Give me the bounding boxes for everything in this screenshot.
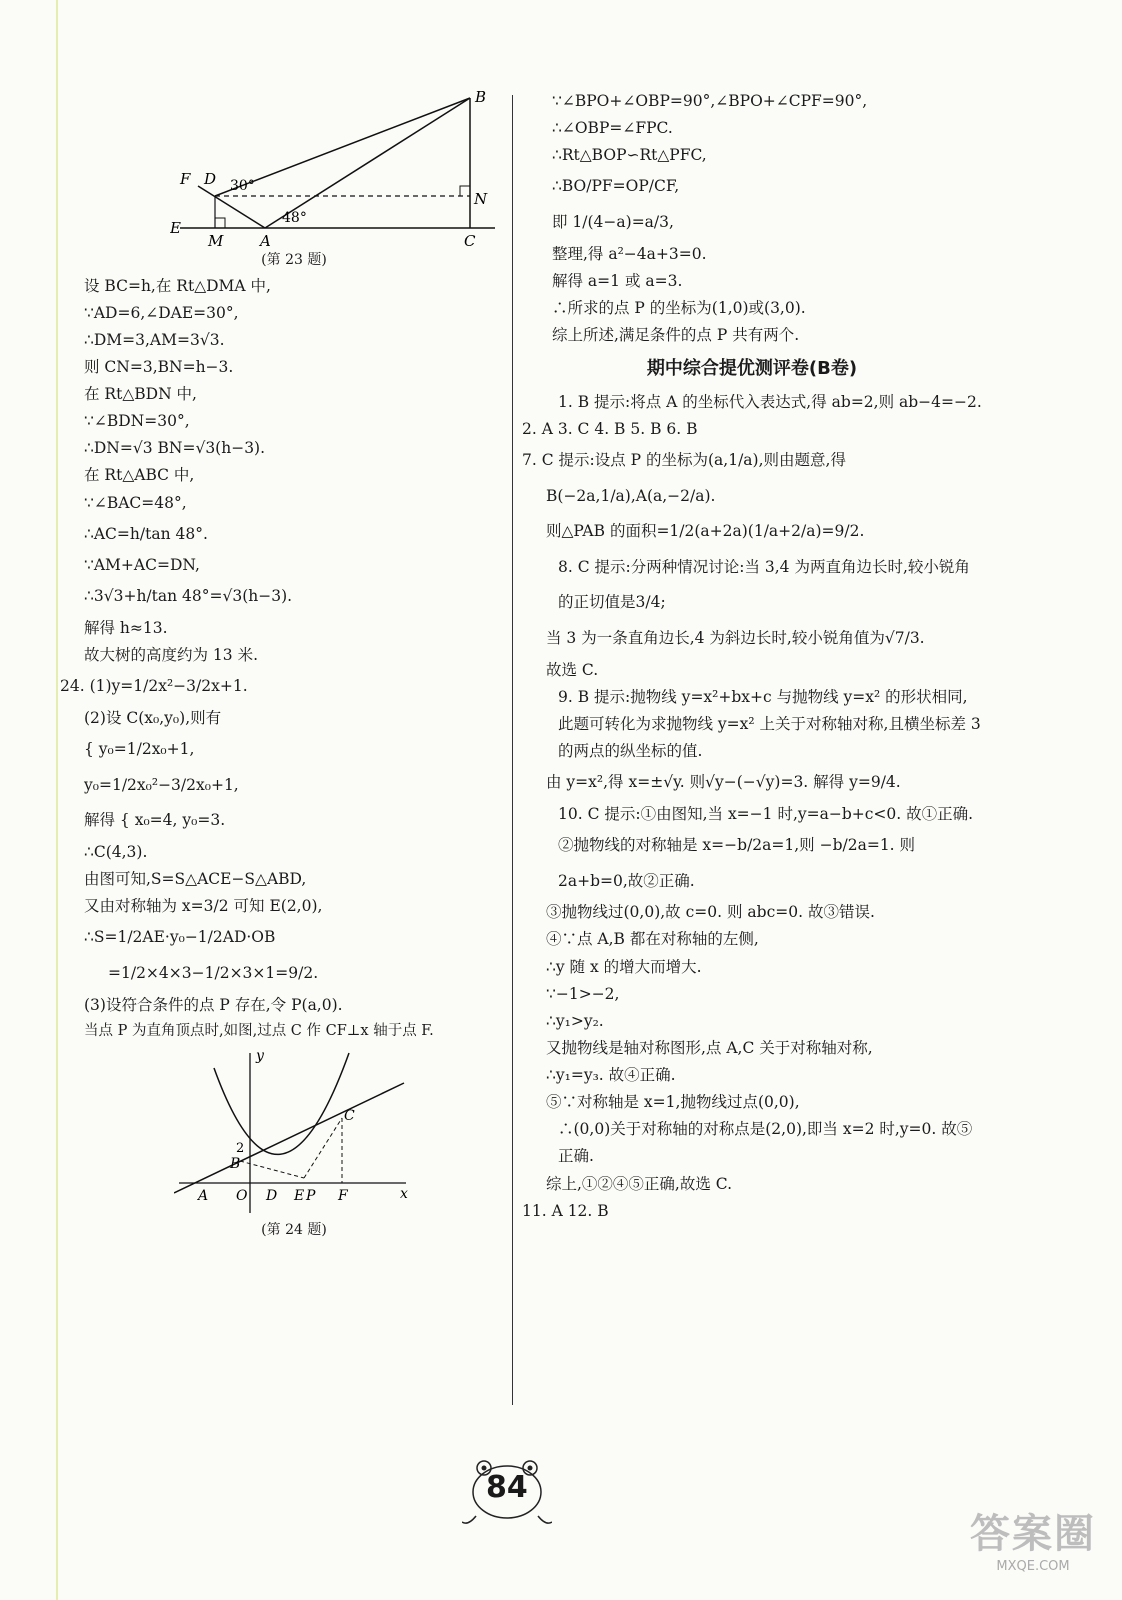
fig23-label-N: N [474, 190, 488, 208]
q24-line: y₀=1/2x₀²−3/2x₀+1, [84, 775, 239, 794]
fig23-label-B: B [475, 88, 487, 106]
solution-line: ∴DM=3,AM=3√3. [84, 330, 225, 349]
fig24-label-x: x [400, 1186, 408, 1203]
fig24-label-O: O [236, 1188, 248, 1205]
answer-line: 又抛物线是轴对称图形,点 A,C 关于对称轴对称, [546, 1038, 873, 1057]
q24-line: 又由对称轴为 x=3/2 可知 E(2,0), [84, 897, 323, 916]
figure-24 [174, 1048, 414, 1218]
solution-line: 解得 h≈13. [84, 619, 168, 638]
figure-23 [170, 88, 510, 248]
watermark-url: MXQE.COM [996, 1559, 1070, 1574]
answer-line: ④∵点 A,B 都在对称轴的左侧, [546, 930, 759, 949]
fig23-label-F: F [180, 170, 191, 188]
solution-line: ∵∠BDN=30°, [84, 412, 190, 431]
fig24-label-F: F [338, 1188, 348, 1205]
solution-line: ∵∠BPO+∠OBP=90°,∠BPO+∠CPF=90°, [552, 92, 868, 110]
margin-line [56, 0, 58, 1600]
answer-line: 9. B 提示:抛物线 y=x²+bx+c 与抛物线 y=x² 的形状相同,此题可转化为求抛物线 y=x² 上关于对称轴对称,且横坐标差 3 的两点的纵坐标的值. [558, 687, 981, 761]
fig24-label-two: 2 [236, 1141, 245, 1157]
solution-line: 设 BC=h,在 Rt△DMA 中, [84, 276, 271, 295]
figure-24-caption: (第 24 题) [261, 1222, 327, 1239]
fig24-label-C: C [344, 1108, 355, 1125]
answer-line: ③抛物线过(0,0),故 c=0. 则 abc=0. 故③错误. [546, 903, 875, 922]
left-column [60, 88, 504, 1243]
answer-line: 10. C 提示:①由图知,当 x=−1 时,y=a−b+c<0. 故①正确. [558, 804, 974, 823]
solution-line: ∵AD=6,∠DAE=30°, [84, 303, 239, 322]
answer-line: 1. B 提示:将点 A 的坐标代入表达式,得 ab=2,则 ab−4=−2. [558, 392, 982, 411]
solution-line: ∴BO/PF=OP/CF, [552, 177, 680, 196]
solution-line: ∴∠OBP=∠FPC. [552, 119, 673, 138]
answer-line: 7. C 提示:设点 P 的坐标为(a,1/a),则由题意,得 [522, 450, 846, 469]
q24-line: ∴S=1/2AE·y₀−1/2AD·OB [84, 928, 276, 947]
solution-line: 在 Rt△ABC 中, [84, 466, 195, 485]
fig24-label-A: A [198, 1188, 209, 1205]
section-title: 期中综合提优测评卷(B卷) [646, 358, 858, 380]
answer-line: ∴y₁>y₂. [546, 1011, 604, 1030]
fig23-label-angle30: 30° [230, 178, 255, 194]
solution-line: ∴Rt△BOP∽Rt△PFC, [552, 146, 707, 165]
fig23-label-M: M [208, 232, 224, 248]
solution-line: ∵∠BAC=48°, [84, 493, 187, 512]
q24-line: 由图可知,S=S△ACE−S△ABD, [84, 870, 307, 889]
q24-line: { y₀=1/2x₀+1, [84, 740, 195, 759]
answer-line: B(−2a,1/a),A(a,−2/a). [546, 486, 716, 505]
fig24-label-B: B [230, 1156, 241, 1173]
right-column [522, 88, 982, 1225]
answer-line: ⑤∵对称轴是 x=1,抛物线过点(0,0), [546, 1093, 800, 1112]
q24-line: 24. (1)y=1/2x²−3/2x+1. [60, 677, 248, 696]
solution-line: 解得 a=1 或 a=3. [552, 271, 683, 290]
answer-line: ∴y 随 x 的增大而增大. [546, 957, 702, 976]
solution-line: ∴AC=h/tan 48°. [84, 524, 208, 543]
solution-line: ∵AM+AC=DN, [84, 556, 200, 575]
fig24-label-D: D [266, 1188, 278, 1205]
page-number: 84 [486, 1470, 528, 1505]
solution-line: 即 1/(4−a)=a/3, [552, 213, 674, 232]
q24-line: (3)设符合条件的点 P 存在,令 P(a,0). [84, 995, 343, 1014]
answer-line: 由 y=x²,得 x=±√y. 则√y−(−√y)=3. 解得 y=9/4. [546, 773, 901, 792]
fig23-label-angle48: 48° [282, 210, 307, 226]
column-divider [512, 95, 513, 1405]
answer-line: 综上,①②④⑤正确,故选 C. [546, 1174, 733, 1193]
answer-line: 故选 C. [546, 660, 599, 679]
fig23-label-A: A [260, 232, 271, 248]
solution-line: ∴3√3+h/tan 48°=√3(h−3). [84, 587, 293, 606]
answer-line: 8. C 提示:分两种情况讨论:当 3,4 为两直角边长时,较小锐角的正切值是3/4; [558, 557, 970, 612]
fig23-label-D: D [204, 170, 217, 188]
answer-line: ∴y₁=y₃. 故④正确. [546, 1066, 676, 1085]
fig24-label-y: y [256, 1048, 264, 1065]
watermark [958, 1502, 1108, 1592]
page-number-badge [462, 1460, 552, 1530]
solution-line: ∴所求的点 P 的坐标为(1,0)或(3,0). [552, 298, 806, 317]
solution-line: ∴DN=√3 BN=√3(h−3). [84, 439, 266, 458]
watermark-logo: 答案圈 [970, 1511, 1096, 1557]
answer-line: ∴(0,0)关于对称轴的对称点是(2,0),即当 x=2 时,y=0. 故⑤正确. [558, 1120, 973, 1166]
solution-line: 则 CN=3,BN=h−3. [84, 357, 234, 376]
fig24-label-E: E [294, 1188, 305, 1205]
q24-line: ∴C(4,3). [84, 842, 148, 861]
solution-line: 综上所述,满足条件的点 P 共有两个. [552, 326, 800, 345]
figure-23-caption: (第 23 题) [261, 252, 327, 268]
answer-line: ②抛物线的对称轴是 x=−b/2a=1,则 −b/2a=1. 则2a+b=0,故②正确. [558, 836, 916, 890]
answer-line: 11. A 12. B [522, 1201, 609, 1220]
answer-line: 则△PAB 的面积=1/2(a+2a)(1/a+2/a)=9/2. [546, 522, 865, 541]
solution-line: 故大树的高度约为 13 米. [84, 646, 259, 665]
fig23-label-C: C [464, 232, 476, 248]
q24-line: =1/2×4×3−1/2×3×1=9/2. [108, 963, 319, 982]
q24-line: 当点 P 为直角顶点时,如图,过点 C 作 CF⊥x 轴于点 F. [84, 1022, 434, 1039]
answer-line: 当 3 为一条直角边长,4 为斜边长时,较小锐角值为√7/3. [546, 629, 925, 648]
solution-line: 在 Rt△BDN 中, [84, 385, 197, 403]
solution-line: 整理,得 a²−4a+3=0. [552, 244, 707, 263]
q24-line: (2)设 C(x₀,y₀),则有 [84, 708, 222, 727]
answer-line: 2. A 3. C 4. B 5. B 6. B [522, 419, 698, 438]
fig24-label-P: P [306, 1188, 316, 1205]
q24-line: 解得 { x₀=4, y₀=3. [84, 811, 226, 830]
answer-line: ∵−1>−2, [546, 984, 620, 1003]
fig23-label-E: E [170, 219, 181, 237]
